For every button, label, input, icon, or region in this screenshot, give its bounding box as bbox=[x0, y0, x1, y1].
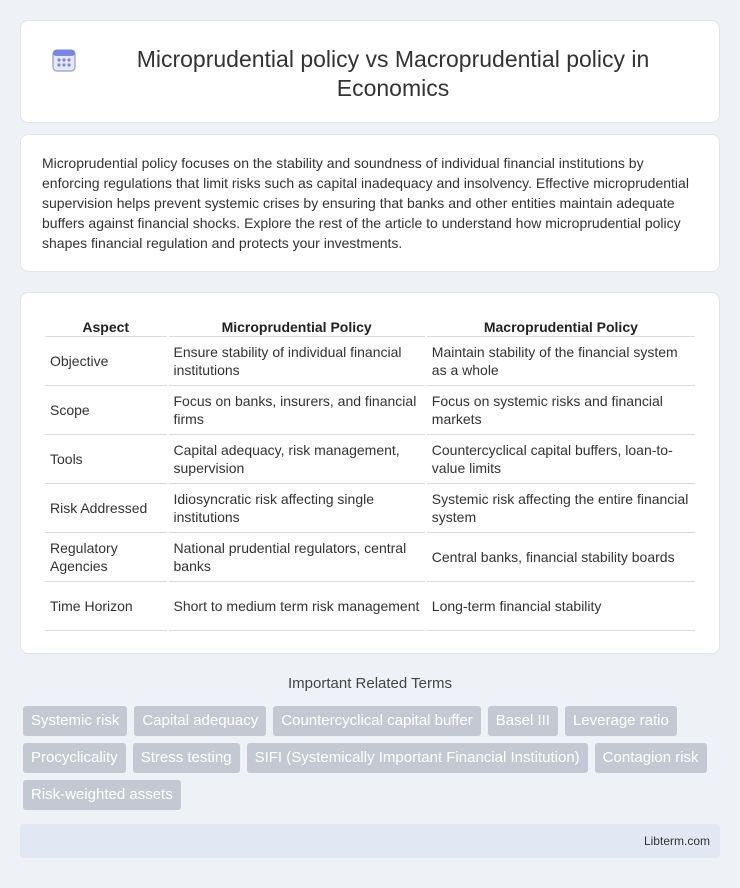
table-row bbox=[45, 386, 695, 435]
footer-site-link[interactable]: Libterm.com bbox=[643, 834, 710, 848]
related-terms-list bbox=[23, 706, 723, 817]
row-aspect: Scope bbox=[45, 386, 167, 435]
row-micro: Capital adequacy, risk management, supervision bbox=[169, 435, 425, 484]
row-macro: Long-term financial stability bbox=[427, 582, 695, 631]
row-micro: National prudential regulators, central banks bbox=[169, 533, 425, 582]
table-row bbox=[45, 582, 695, 631]
row-macro: Central banks, financial stability boards bbox=[427, 533, 695, 582]
row-aspect: Risk Addressed bbox=[45, 484, 167, 533]
related-term-tag[interactable]: Capital adequacy bbox=[134, 706, 266, 736]
related-term-tag[interactable]: Risk-weighted assets bbox=[23, 780, 181, 810]
related-term-tag[interactable]: Procyclicality bbox=[23, 743, 126, 773]
intro-card bbox=[20, 134, 720, 272]
related-term-tag[interactable]: SIFI (Systemically Important Financial Institution) bbox=[247, 743, 588, 773]
row-micro: Ensure stability of individual financial institutions bbox=[169, 337, 425, 386]
related-term-tag[interactable]: Leverage ratio bbox=[565, 706, 677, 736]
row-micro: Short to medium term risk management bbox=[169, 582, 425, 631]
table-row bbox=[45, 533, 695, 582]
related-term-tag[interactable]: Basel III bbox=[488, 706, 558, 736]
row-aspect: Regulatory Agencies bbox=[45, 533, 167, 582]
table-row bbox=[45, 435, 695, 484]
row-macro: Countercyclical capital buffers, loan-to-value limits bbox=[427, 435, 695, 484]
header-aspect: Aspect bbox=[45, 313, 167, 337]
comparison-table-card bbox=[20, 292, 720, 654]
related-term-tag[interactable]: Systemic risk bbox=[23, 706, 127, 736]
page-title: Microprudential policy vs Macroprudential policy in Economics bbox=[136, 46, 650, 101]
footer bbox=[20, 824, 720, 858]
row-aspect: Time Horizon bbox=[45, 582, 167, 631]
title-card bbox=[20, 20, 720, 123]
row-aspect: Objective bbox=[45, 337, 167, 386]
header-microprudential: Microprudential Policy bbox=[169, 313, 425, 337]
related-term-tag[interactable]: Countercyclical capital buffer bbox=[273, 706, 480, 736]
row-macro: Focus on systemic risks and financial markets bbox=[427, 386, 695, 435]
table-header-row bbox=[45, 313, 695, 337]
related-term-tag[interactable]: Stress testing bbox=[133, 743, 240, 773]
related-terms-heading: Important Related Terms bbox=[288, 675, 452, 692]
related-term-tag[interactable]: Contagion risk bbox=[595, 743, 707, 773]
row-micro: Focus on banks, insurers, and financial firms bbox=[169, 386, 425, 435]
table-row bbox=[45, 337, 695, 386]
table-row bbox=[45, 484, 695, 533]
row-macro: Systemic risk affecting the entire financial system bbox=[427, 484, 695, 533]
row-macro: Maintain stability of the financial system as a whole bbox=[427, 337, 695, 386]
comparison-table bbox=[43, 313, 697, 631]
calendar-icon bbox=[51, 47, 77, 73]
row-aspect: Tools bbox=[45, 435, 167, 484]
row-micro: Idiosyncratic risk affecting single institutions bbox=[169, 484, 425, 533]
intro-paragraph: Microprudential policy focuses on the stability and soundness of individual financial institutions by enforcing regulations that limit risks such as capital inadequacy and insolvency. Effective microprudential supervision helps prevent systemic crises by ensuring that banks and other entities maintain adequate buffers against financial shocks. Explore the rest of the article to understand how microprudential policy shapes financial regulation and protects your investments. bbox=[42, 155, 689, 251]
header-macroprudential: Macroprudential Policy bbox=[427, 313, 695, 337]
